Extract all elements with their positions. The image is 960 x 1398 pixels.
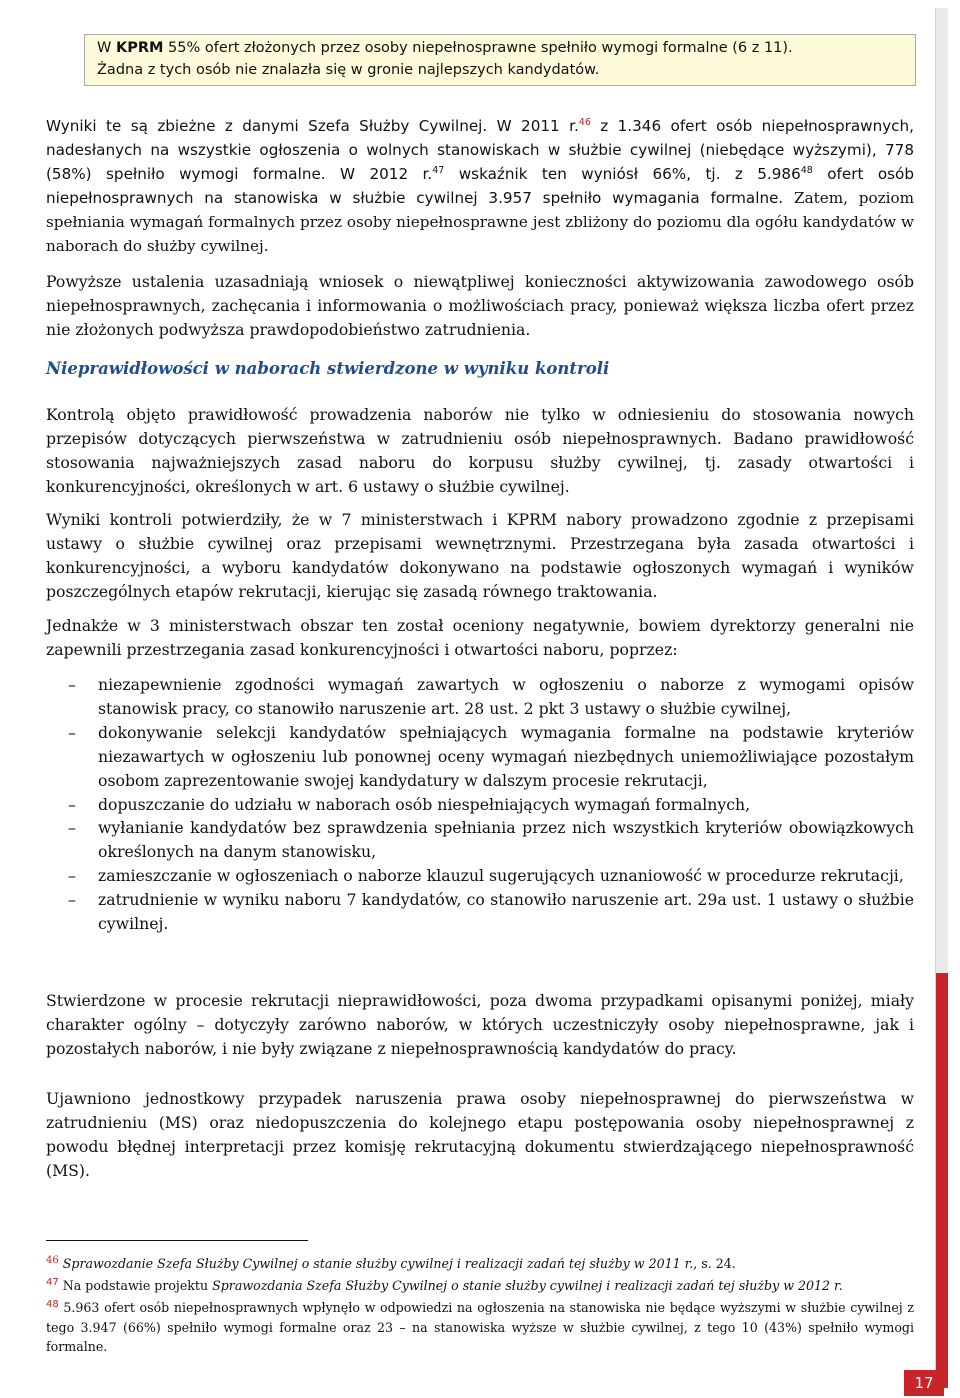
footnote-ref-47[interactable]: 47 (432, 164, 445, 176)
footnote-separator (46, 1240, 308, 1241)
footnote-47-number: 47 (46, 1276, 59, 1288)
footnote-46-title: Sprawozdanie Szefa Służby Cywilnej o stanie służby cywilnej i realizacji zadań tej służby w 2011 r. (62, 1256, 694, 1271)
dash-bullet: – (68, 722, 76, 742)
dash-bullet: – (68, 794, 76, 814)
box-line-1 (97, 37, 903, 59)
footnote-48-number: 48 (46, 1298, 59, 1310)
list-item (46, 673, 914, 721)
dash-bullet: – (68, 675, 76, 694)
list-item-text: dokonywanie selekcji kandydatów spełniających wymagania formalne na podstawie kryteriów niezawartych w ogłoszeniu lub ponownej oceny wymagań niezbędnych uniemożliwiające pozostałym osobom zaprezentowanie swojej kandydatury w dalszym procesie rekrutacji, (98, 722, 914, 790)
para1-b: z 1.346 ofert osób niepełnosprawnych, nadesłanych na wszystkie ogłoszenia o wolnych stanowiskach w służbie cywilnej (niebędące wyższymi), 778 (58%) spełniło wymogi formalne. W 2012 r. (46, 117, 914, 183)
paragraph-3: Kontrolą objęto prawidłowość prowadzenia naborów nie tylko w odniesieniu do stosowania nowych przepisów dotyczących pierwszeństwa w zatrudnieniu osób niepełnosprawnych. Badano prawidłowość stosowania najważniejszych zasad naboru do korpusu służby cywilnej, tj. zasady otwartości i konkurencyjności, określonych w art. 6 ustawy o służbie cywilnej. (46, 405, 914, 496)
scrollbar-accent (936, 973, 948, 1388)
para1-e: Zatem, poziom spełniania wymagań formalnych przez osoby niepełnosprawne jest zbliżony do poziomu dla ogółu kandydatów w naborach do służby cywilnej. (46, 189, 914, 255)
paragraph-4: Wyniki kontroli potwierdziły, że w 7 ministerstwach i KPRM nabory prowadzono zgodnie z przepisami ustawy o służbie cywilnej oraz przepisami wewnętrznymi. Przestrzegana była zasada otwartości i konkurencyjności, a wyboru kandydatów dokonywano na podstawie ogłoszonych wymagań i wyników poszczególnych etapów rekrutacji, kierując się zasadą równego traktowania. (46, 510, 914, 601)
list-item (46, 864, 914, 888)
dash-bullet: – (68, 818, 76, 838)
footnote-47-pre: Na podstawie projektu (58, 1278, 213, 1293)
footnote-47-title: Sprawozdania Szefa Służby Cywilnej o stanie służby cywilnej i realizacji zadań tej służby w 2012 r. (212, 1278, 843, 1293)
box-line-1-bold: KPRM (115, 40, 164, 56)
footnote-ref-46[interactable]: 46 (578, 116, 591, 128)
footnote-46-rest: , s. 24. (693, 1256, 736, 1271)
list-item (46, 793, 914, 817)
footnote-ref-48[interactable]: 48 (800, 164, 813, 176)
list-item-text: dopuszczanie do udziału w naborach osób niespełniających wymagań formalnych, (98, 794, 751, 814)
paragraph-5: Jednakże w 3 ministerstwach obszar ten został oceniony negatywnie, bowiem dyrektorzy generalni nie zapewnili przestrzegania zasad konkurencyjności i otwartości naboru, poprzez: (46, 616, 914, 659)
box-line-1-prefix: W (97, 40, 116, 56)
list-item-text: niezapewnienie zgodności wymagań zawartych w ogłoszeniu o naborze z wymogami opisów stanowisk pracy, co stanowiło naruszenie art. 28 ust. 2 pkt 3 ustawy o służbie cywilnej, (98, 675, 914, 718)
footnote-48 (46, 1298, 914, 1357)
dash-bullet: – (68, 890, 76, 910)
scrollbar[interactable] (935, 8, 948, 1388)
section-heading: Nieprawidłowości w naborach stwierdzone w wyniku kontroli (46, 359, 610, 378)
box-line-2: Żadna z tych osób nie znalazła się w gronie najlepszych kandydatów. (97, 62, 600, 78)
paragraph-1 (46, 114, 914, 258)
list-item-text: zamieszczanie w ogłoszeniach o naborze klauzul sugerujących uznaniowość w procedurze rekrutacji, (98, 866, 904, 886)
paragraph-6: Stwierdzone w procesie rekrutacji nieprawidłowości, poza dwoma przypadkami opisanymi poniżej, miały charakter ogólny – dotyczyły zarówno naborów, w których uczestniczyły osoby niepełnosprawne, jak i pozostałych naborów, i nie były związane z niepełnosprawnością kandydatów do pracy. (46, 991, 914, 1058)
para1-a: Wyniki te są zbieżne z danymi Szefa Służby Cywilnej. W 2011 r. (46, 117, 579, 135)
page-number: 17 (904, 1370, 944, 1396)
paragraph-7: Ujawniono jednostkowy przypadek naruszenia prawa osoby niepełnosprawnej do pierwszeństwa w zatrudnieniu (MS) oraz niedopuszczenia do kolejnego etapu postępowania osoby niepełnosprawnej z powodu błędnej interpretacji przez komisję rekrutacyjną dokumentu stwierdzającego niepełnosprawność (MS). (46, 1089, 914, 1180)
paragraph-2: Powyższe ustalenia uzasadniają wniosek o niewątpliwej konieczności aktywizowania zawodowego osób niepełnosprawnych, zachęcania i informowania o możliwościach pracy, ponieważ większa liczba ofert przez nie złożonych podwyższa prawdopodobieństwo zatrudnienia. (46, 272, 914, 339)
dash-bullet: – (68, 866, 76, 886)
para1-d: ofert osób niepełnosprawnych na stanowiska w służbie cywilnej 3.957 spełniło wymagania formalne. (46, 165, 914, 207)
list-item (46, 721, 914, 793)
list-item (46, 816, 914, 864)
box-line-1-rest: 55% ofert złożonych przez osoby niepełnosprawne spełniło wymogi formalne (6 z 11). (163, 40, 793, 56)
list-item-text: zatrudnienie w wyniku naboru 7 kandydatów, co stanowiło naruszenie art. 29a ust. 1 ustawy o służbie cywilnej. (98, 890, 914, 934)
footnote-46-number: 46 (46, 1254, 59, 1266)
violation-list (46, 673, 914, 936)
footnote-48-text: 5.963 ofert osób niepełnosprawnych wpłynęło w odpowiedzi na ogłoszenia na stanowiska nie będące wyższymi w służbie cywilnej z tego 3.947 (66%) spełniło wymogi formalne oraz 23 – na stanowiska wyższe w służbie cywilnej, z tego 10 (43%) spełniło wymogi formalne. (46, 1300, 914, 1354)
list-item-text: wyłanianie kandydatów bez sprawdzenia spełniania przez nich wszystkich kryteriów obowiązkowych określonych na danym stanowisku, (98, 818, 914, 862)
list-item (46, 888, 914, 936)
footnote-46 (46, 1254, 914, 1274)
footnote-47 (46, 1276, 914, 1296)
para1-c: wskaźnik ten wyniósł 66%, tj. z 5.986 (444, 165, 801, 183)
highlight-box (84, 34, 916, 86)
